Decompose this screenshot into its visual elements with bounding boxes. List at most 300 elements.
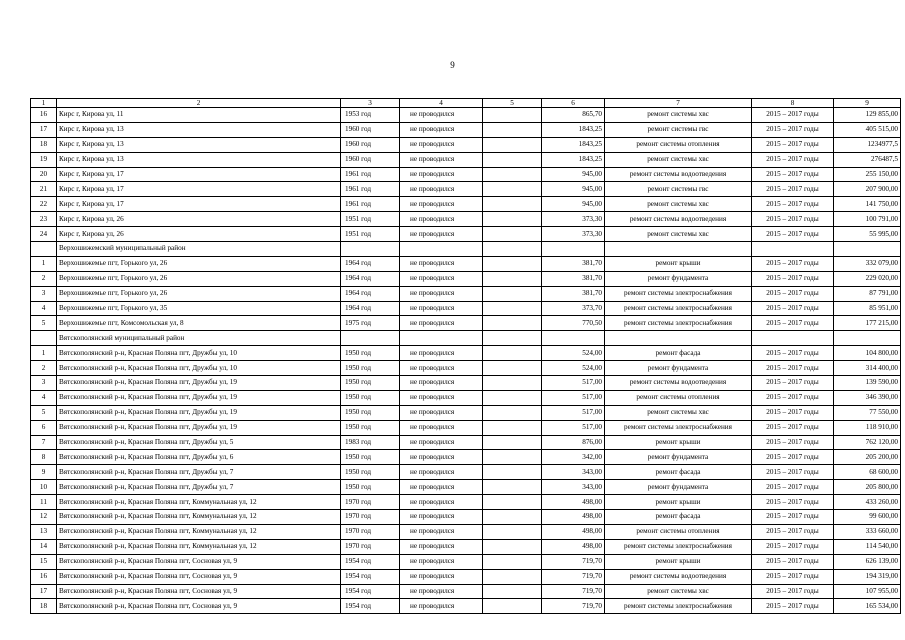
section-blank [752,331,834,346]
address-cell: Кирс г, Кирова ул, 17 [57,182,341,197]
column-5-cell [483,212,542,227]
last-repair-cell: не проводился [400,346,483,361]
last-repair-cell: не проводился [400,137,483,152]
area-cell: 517,00 [542,390,605,405]
address-cell: Верхошижемье пгт, Горького ул, 26 [57,271,341,286]
row-number-cell: 16 [31,569,57,584]
period-cell: 2015 – 2017 годы [752,524,834,539]
page-number: 9 [450,60,455,70]
area-cell: 381,70 [542,271,605,286]
build-year-cell: 1950 год [341,480,400,495]
build-year-cell: 1964 год [341,271,400,286]
table-row [31,376,901,391]
column-5-cell [483,271,542,286]
cost-cell: 207 900,00 [834,182,901,197]
work-type-cell: ремонт системы электроснабжения [605,316,752,331]
table-row [31,420,901,435]
build-year-cell: 1950 год [341,390,400,405]
work-type-cell: ремонт системы отопления [605,524,752,539]
row-number-cell: 13 [31,524,57,539]
last-repair-cell: не проводился [400,599,483,614]
last-repair-cell: не проводился [400,465,483,480]
row-number-cell: 1 [31,256,57,271]
last-repair-cell: не проводился [400,122,483,137]
build-year-cell: 1950 год [341,420,400,435]
build-year-cell: 1960 год [341,122,400,137]
column-5-cell [483,108,542,123]
period-cell: 2015 – 2017 годы [752,390,834,405]
area-cell: 498,00 [542,495,605,510]
section-blank [542,331,605,346]
cost-cell: 205 800,00 [834,480,901,495]
column-number: 6 [542,99,605,108]
column-5-cell [483,420,542,435]
last-repair-cell: не проводился [400,152,483,167]
address-cell: Вятскополянский р-н, Красная Поляна пгт, Сосновая ул, 9 [57,599,341,614]
last-repair-cell: не проводился [400,524,483,539]
work-type-cell: ремонт системы хвс [605,405,752,420]
cost-cell: 255 150,00 [834,167,901,182]
work-type-cell: ремонт фундамента [605,361,752,376]
section-blank [542,242,605,257]
cost-cell: 177 215,00 [834,316,901,331]
last-repair-cell: не проводился [400,256,483,271]
row-number-cell: 9 [31,465,57,480]
build-year-cell: 1970 год [341,524,400,539]
build-year-cell: 1975 год [341,316,400,331]
row-number-cell: 2 [31,271,57,286]
table-row [31,152,901,167]
work-type-cell: ремонт фасада [605,346,752,361]
cost-cell: 194 319,00 [834,569,901,584]
last-repair-cell: не проводился [400,316,483,331]
column-5-cell [483,599,542,614]
table-row [31,584,901,599]
section-blank [31,242,57,257]
period-cell: 2015 – 2017 годы [752,495,834,510]
work-type-cell: ремонт системы отопления [605,390,752,405]
column-5-cell [483,137,542,152]
period-cell: 2015 – 2017 годы [752,361,834,376]
last-repair-cell: не проводился [400,376,483,391]
repair-schedule-table [30,98,901,614]
cost-cell: 314 400,00 [834,361,901,376]
work-type-cell: ремонт системы гвс [605,122,752,137]
period-cell: 2015 – 2017 годы [752,435,834,450]
area-cell: 498,00 [542,510,605,525]
area-cell: 1843,25 [542,137,605,152]
area-cell: 381,70 [542,256,605,271]
area-cell: 517,00 [542,405,605,420]
address-cell: Вятскополянский р-н, Красная Поляна пгт, Сосновая ул, 9 [57,554,341,569]
column-number: 7 [605,99,752,108]
build-year-cell: 1970 год [341,539,400,554]
build-year-cell: 1983 год [341,435,400,450]
row-number-cell: 2 [31,361,57,376]
cost-cell: 141 750,00 [834,197,901,212]
column-5-cell [483,286,542,301]
column-5-cell [483,539,542,554]
work-type-cell: ремонт крыши [605,495,752,510]
last-repair-cell: не проводился [400,510,483,525]
table-row [31,524,901,539]
area-cell: 381,70 [542,286,605,301]
cost-cell: 165 534,00 [834,599,901,614]
row-number-cell: 14 [31,539,57,554]
area-cell: 1843,25 [542,122,605,137]
period-cell: 2015 – 2017 годы [752,569,834,584]
table-row [31,271,901,286]
table-row [31,361,901,376]
period-cell: 2015 – 2017 годы [752,346,834,361]
address-cell: Верхошижемье пгт, Горького ул, 26 [57,286,341,301]
area-cell: 517,00 [542,420,605,435]
row-number-cell: 16 [31,108,57,123]
address-cell: Верхошижемье пгт, Горького ул, 35 [57,301,341,316]
column-5-cell [483,316,542,331]
last-repair-cell: не проводился [400,405,483,420]
build-year-cell: 1953 год [341,108,400,123]
cost-cell: 85 951,00 [834,301,901,316]
cost-cell: 77 550,00 [834,405,901,420]
area-cell: 945,00 [542,182,605,197]
row-number-cell: 24 [31,227,57,242]
column-5-cell [483,405,542,420]
table-row [31,316,901,331]
build-year-cell: 1960 год [341,137,400,152]
column-5-cell [483,554,542,569]
cost-cell: 433 260,00 [834,495,901,510]
section-blank [483,242,542,257]
table-row [31,435,901,450]
period-cell: 2015 – 2017 годы [752,584,834,599]
work-type-cell: ремонт крыши [605,554,752,569]
build-year-cell: 1954 год [341,569,400,584]
build-year-cell: 1951 год [341,227,400,242]
build-year-cell: 1954 год [341,599,400,614]
period-cell: 2015 – 2017 годы [752,420,834,435]
cost-cell: 626 139,00 [834,554,901,569]
cost-cell: 205 200,00 [834,450,901,465]
work-type-cell: ремонт системы хвс [605,108,752,123]
section-blank [834,242,901,257]
build-year-cell: 1954 год [341,584,400,599]
address-cell: Вятскополянский р-н, Красная Поляна пгт, Коммунальная ул, 12 [57,539,341,554]
section-row [31,331,901,346]
column-5-cell [483,301,542,316]
area-cell: 945,00 [542,167,605,182]
last-repair-cell: не проводился [400,212,483,227]
period-cell: 2015 – 2017 годы [752,405,834,420]
area-cell: 343,00 [542,480,605,495]
work-type-cell: ремонт фасада [605,465,752,480]
table-row [31,301,901,316]
work-type-cell: ремонт системы хвс [605,584,752,599]
area-cell: 373,70 [542,301,605,316]
address-cell: Вятскополянский р-н, Красная Поляна пгт, Дружбы ул, 19 [57,390,341,405]
period-cell: 2015 – 2017 годы [752,480,834,495]
row-number-cell: 17 [31,122,57,137]
section-title: Вятскополянский муниципальный район [57,331,341,346]
address-cell: Вятскополянский р-н, Красная Поляна пгт, Дружбы ул, 19 [57,420,341,435]
column-5-cell [483,122,542,137]
cost-cell: 104 800,00 [834,346,901,361]
table-row [31,539,901,554]
area-cell: 719,70 [542,599,605,614]
last-repair-cell: не проводился [400,167,483,182]
work-type-cell: ремонт системы электроснабжения [605,420,752,435]
area-cell: 342,00 [542,450,605,465]
section-blank [341,331,400,346]
area-cell: 945,00 [542,197,605,212]
column-5-cell [483,361,542,376]
row-number-cell: 4 [31,390,57,405]
row-number-cell: 10 [31,480,57,495]
cost-cell: 405 515,00 [834,122,901,137]
table-row [31,137,901,152]
last-repair-cell: не проводился [400,480,483,495]
cost-cell: 139 590,00 [834,376,901,391]
period-cell: 2015 – 2017 годы [752,316,834,331]
area-cell: 719,70 [542,584,605,599]
last-repair-cell: не проводился [400,108,483,123]
column-5-cell [483,584,542,599]
cost-cell: 118 910,00 [834,420,901,435]
build-year-cell: 1961 год [341,197,400,212]
last-repair-cell: не проводился [400,197,483,212]
cost-cell: 333 660,00 [834,524,901,539]
column-number: 5 [483,99,542,108]
row-number-cell: 5 [31,405,57,420]
period-cell: 2015 – 2017 годы [752,212,834,227]
table-row [31,346,901,361]
column-5-cell [483,182,542,197]
last-repair-cell: не проводился [400,450,483,465]
row-number-cell: 7 [31,435,57,450]
build-year-cell: 1964 год [341,256,400,271]
address-cell: Вятскополянский р-н, Красная Поляна пгт, Дружбы ул, 19 [57,405,341,420]
work-type-cell: ремонт фундамента [605,480,752,495]
build-year-cell: 1950 год [341,405,400,420]
last-repair-cell: не проводился [400,539,483,554]
area-cell: 373,30 [542,212,605,227]
work-type-cell: ремонт системы хвс [605,152,752,167]
last-repair-cell: не проводился [400,390,483,405]
column-5-cell [483,256,542,271]
area-cell: 373,30 [542,227,605,242]
period-cell: 2015 – 2017 годы [752,465,834,480]
work-type-cell: ремонт фундамента [605,271,752,286]
cost-cell: 276487,5 [834,152,901,167]
address-cell: Вятскополянский р-н, Красная Поляна пгт, Дружбы ул, 10 [57,346,341,361]
column-number: 9 [834,99,901,108]
row-number-cell: 23 [31,212,57,227]
table-row [31,390,901,405]
column-5-cell [483,346,542,361]
work-type-cell: ремонт фасада [605,510,752,525]
cost-cell: 107 955,00 [834,584,901,599]
area-cell: 498,00 [542,539,605,554]
table-row [31,495,901,510]
last-repair-cell: не проводился [400,569,483,584]
build-year-cell: 1964 год [341,301,400,316]
last-repair-cell: не проводился [400,495,483,510]
cost-cell: 229 020,00 [834,271,901,286]
last-repair-cell: не проводился [400,286,483,301]
last-repair-cell: не проводился [400,554,483,569]
table-row [31,197,901,212]
row-number-cell: 5 [31,316,57,331]
cost-cell: 114 540,00 [834,539,901,554]
address-cell: Кирс г, Кирова ул, 11 [57,108,341,123]
column-5-cell [483,495,542,510]
build-year-cell: 1950 год [341,376,400,391]
last-repair-cell: не проводился [400,301,483,316]
work-type-cell: ремонт системы водоотведения [605,212,752,227]
build-year-cell: 1961 год [341,182,400,197]
last-repair-cell: не проводился [400,435,483,450]
work-type-cell: ремонт системы электроснабжения [605,301,752,316]
period-cell: 2015 – 2017 годы [752,301,834,316]
column-5-cell [483,450,542,465]
cost-cell: 87 791,00 [834,286,901,301]
table-row [31,405,901,420]
row-number-cell: 19 [31,152,57,167]
build-year-cell: 1950 год [341,450,400,465]
period-cell: 2015 – 2017 годы [752,599,834,614]
column-5-cell [483,167,542,182]
column-5-cell [483,524,542,539]
cost-cell: 346 390,00 [834,390,901,405]
build-year-cell: 1954 год [341,554,400,569]
column-number: 8 [752,99,834,108]
cost-cell: 1234977,5 [834,137,901,152]
cost-cell: 100 791,00 [834,212,901,227]
area-cell: 524,00 [542,346,605,361]
period-cell: 2015 – 2017 годы [752,376,834,391]
address-cell: Кирс г, Кирова ул, 13 [57,137,341,152]
address-cell: Верхошижемье пгт, Комсомольская ул, 8 [57,316,341,331]
section-blank [834,331,901,346]
table-row [31,599,901,614]
row-number-cell: 6 [31,420,57,435]
address-cell: Вятскополянский р-н, Красная Поляна пгт, Дружбы ул, 5 [57,435,341,450]
build-year-cell: 1961 год [341,167,400,182]
build-year-cell: 1951 год [341,212,400,227]
table-row [31,182,901,197]
column-5-cell [483,480,542,495]
table-row [31,554,901,569]
section-blank [341,242,400,257]
build-year-cell: 1960 год [341,152,400,167]
column-number: 4 [400,99,483,108]
work-type-cell: ремонт системы водоотведения [605,167,752,182]
area-cell: 865,70 [542,108,605,123]
section-blank [400,242,483,257]
section-blank [605,242,752,257]
address-cell: Кирс г, Кирова ул, 17 [57,167,341,182]
area-cell: 1843,25 [542,152,605,167]
build-year-cell: 1970 год [341,495,400,510]
table-row [31,212,901,227]
area-cell: 524,00 [542,361,605,376]
work-type-cell: ремонт системы хвс [605,227,752,242]
last-repair-cell: не проводился [400,420,483,435]
period-cell: 2015 – 2017 годы [752,137,834,152]
column-5-cell [483,152,542,167]
work-type-cell: ремонт системы электроснабжения [605,286,752,301]
column-number: 2 [57,99,341,108]
row-number-cell: 3 [31,286,57,301]
column-5-cell [483,510,542,525]
address-cell: Вятскополянский р-н, Красная Поляна пгт, Коммунальная ул, 12 [57,524,341,539]
address-cell: Вятскополянский р-н, Красная Поляна пгт, Сосновая ул, 9 [57,584,341,599]
address-cell: Вятскополянский р-н, Красная Поляна пгт, Коммунальная ул, 12 [57,510,341,525]
period-cell: 2015 – 2017 годы [752,554,834,569]
last-repair-cell: не проводился [400,584,483,599]
address-cell: Вятскополянский р-н, Красная Поляна пгт, Коммунальная ул, 12 [57,495,341,510]
table-row [31,480,901,495]
area-cell: 498,00 [542,524,605,539]
cost-cell: 99 600,00 [834,510,901,525]
area-cell: 517,00 [542,376,605,391]
period-cell: 2015 – 2017 годы [752,227,834,242]
cost-cell: 129 855,00 [834,108,901,123]
column-5-cell [483,465,542,480]
period-cell: 2015 – 2017 годы [752,182,834,197]
area-cell: 719,70 [542,569,605,584]
row-number-cell: 8 [31,450,57,465]
column-number: 1 [31,99,57,108]
work-type-cell: ремонт системы отопления [605,137,752,152]
period-cell: 2015 – 2017 годы [752,510,834,525]
row-number-cell: 15 [31,554,57,569]
column-5-cell [483,227,542,242]
row-number-cell: 1 [31,346,57,361]
work-type-cell: ремонт системы хвс [605,197,752,212]
cost-cell: 762 120,00 [834,435,901,450]
work-type-cell: ремонт системы гвс [605,182,752,197]
work-type-cell: ремонт фундамента [605,450,752,465]
period-cell: 2015 – 2017 годы [752,271,834,286]
build-year-cell: 1950 год [341,465,400,480]
address-cell: Кирс г, Кирова ул, 26 [57,227,341,242]
table-row [31,569,901,584]
row-number-cell: 18 [31,599,57,614]
column-5-cell [483,435,542,450]
table-row [31,465,901,480]
period-cell: 2015 – 2017 годы [752,286,834,301]
area-cell: 876,00 [542,435,605,450]
row-number-cell: 22 [31,197,57,212]
area-cell: 343,00 [542,465,605,480]
address-cell: Кирс г, Кирова ул, 26 [57,212,341,227]
address-cell: Вятскополянский р-н, Красная Поляна пгт, Дружбы ул, 7 [57,480,341,495]
row-number-cell: 21 [31,182,57,197]
address-cell: Вятскополянский р-н, Красная Поляна пгт, Дружбы ул, 10 [57,361,341,376]
period-cell: 2015 – 2017 годы [752,539,834,554]
work-type-cell: ремонт крыши [605,435,752,450]
address-cell: Кирс г, Кирова ул, 13 [57,152,341,167]
section-blank [483,331,542,346]
section-blank [400,331,483,346]
period-cell: 2015 – 2017 годы [752,108,834,123]
column-5-cell [483,569,542,584]
period-cell: 2015 – 2017 годы [752,122,834,137]
column-5-cell [483,376,542,391]
build-year-cell: 1950 год [341,361,400,376]
last-repair-cell: не проводился [400,182,483,197]
